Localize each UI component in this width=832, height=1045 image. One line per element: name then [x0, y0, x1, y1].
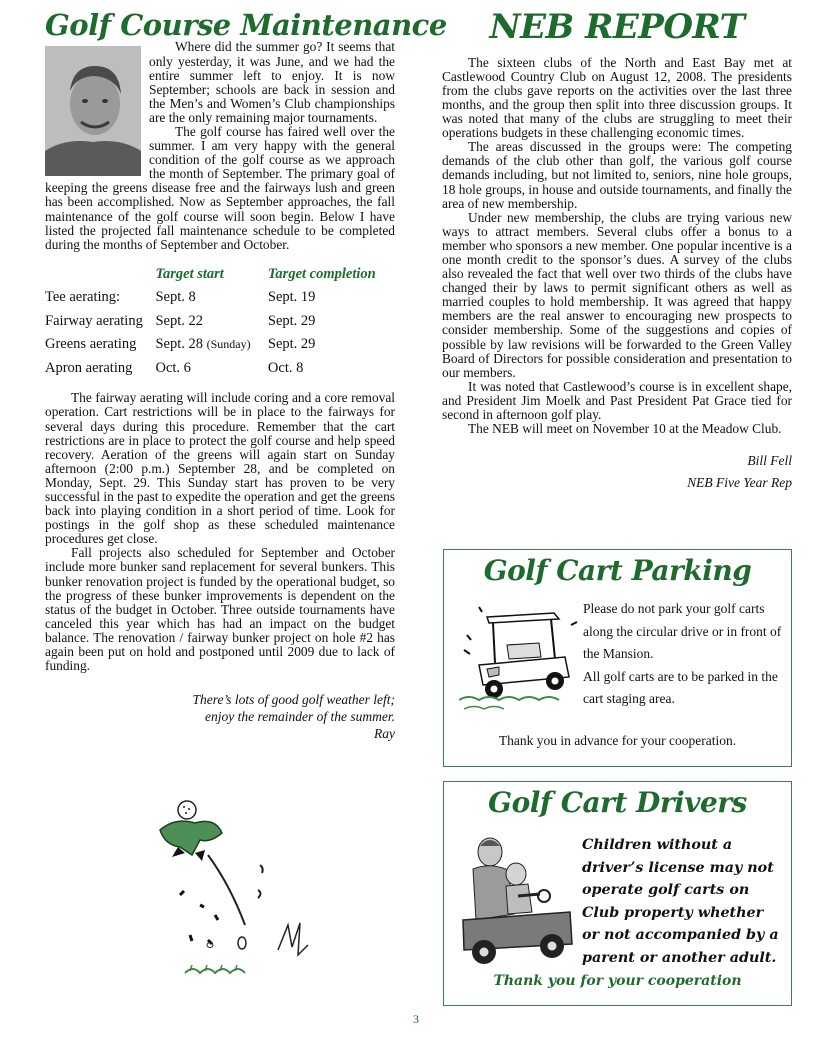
aeration-schedule-table: [45, 262, 395, 380]
signature-title: NEB Five Year Rep: [687, 475, 792, 491]
parking-text: [583, 598, 783, 711]
author-portrait-image: [45, 46, 141, 176]
parking-title: Golf Cart Parking: [483, 554, 752, 587]
signature-name: Bill Fell: [747, 453, 792, 469]
maintenance-title: Golf Course Maintenance: [45, 8, 447, 42]
golf-cart-icon: [459, 605, 579, 715]
parent-child-cart-icon: [458, 834, 576, 969]
closing-name: Ray: [374, 726, 395, 742]
schedule-end: Oct. 8: [267, 359, 304, 376]
maintenance-article: [45, 8, 447, 742]
drivers-text: Children without a driver’s license may not operate golf carts on Club property whether or not accompanied by a parent or another adult.: [582, 837, 779, 966]
maintenance-closing: [45, 691, 395, 742]
neb-paragraph-1: The sixteen clubs of the North and East Bay met at Castlewood Country Club on August 12, 2008. The presidents from the clubs gave reports on the activities over the last three months, and the group then split into three discussion groups. It was noted that many of the clubs are struggling to meet their operations budgets in these challenging economic times.: [442, 54, 792, 141]
closing-line-2: enjoy the remainder of the summer.: [205, 709, 395, 725]
parking-line-1: Please do not park your golf carts along the circular drive or in front of the Mansion.: [583, 601, 782, 661]
author-photo: [45, 46, 141, 176]
neb-paragraph-5: The NEB will meet on November 10 at the Meadow Club.: [468, 421, 782, 437]
schedule-end: Sept. 19: [267, 289, 316, 306]
neb-signature: [442, 450, 792, 494]
schedule-row: [45, 285, 395, 309]
neb-title: NEB REPORT: [489, 7, 745, 47]
schedule-task: Greens aerating: [45, 336, 137, 353]
schedule-header-row: [45, 262, 395, 286]
schedule-start: Sept. 8: [155, 289, 196, 306]
header-target-completion: Target completion: [267, 265, 376, 282]
schedule-start: Sept. 22: [155, 312, 203, 329]
schedule-row: [45, 309, 395, 333]
header-target-start: Target start: [155, 265, 224, 282]
schedule-task: Tee aerating:: [45, 289, 121, 306]
parking-line-2: All golf carts are to be parked in the cart staging area.: [583, 668, 778, 706]
parking-thanks: Thank you in advance for your cooperation.: [498, 733, 737, 748]
neb-report-article: [442, 7, 792, 494]
schedule-end: Sept. 29: [267, 312, 316, 329]
schedule-start: Oct. 6: [155, 359, 191, 376]
neb-paragraph-3: Under new membership, the clubs are trying various new ways to attract members. Several clubs offer a bonus to a member who sponsors a new member. One popular incentive is a one month credit to the sponsor’s dues. A survey of the clubs also revealed the fact that well over two thirds of the clubs have changed their by laws to permit significant others as well as married couples to hold membership. It was agreed that happy members are the real answer to encouraging new prospects to consider membership. Some of the suggestions and copies of possible by law revisions will be forwarded to the Green Valley Board of Directors for possible consideration and presentation to our members.: [442, 209, 792, 380]
drivers-thanks: Thank you for your cooperation: [493, 973, 742, 989]
schedule-end: Sept. 29: [267, 336, 316, 353]
drivers-title: Golf Cart Drivers: [488, 786, 747, 819]
schedule-task: Fairway aerating: [45, 312, 143, 329]
schedule-start-note: (Sunday): [206, 337, 251, 352]
neb-paragraph-4: It was noted that Castlewood’s course is in excellent shape, and President Jim Moelk and Past President Pat Grace tied for second in afternoon golf play.: [442, 378, 792, 423]
golf-cart-parking-box: [443, 549, 792, 767]
golf-ball-divot-illustration: [150, 795, 320, 985]
schedule-task: Apron aerating: [45, 359, 133, 376]
schedule-row: [45, 332, 395, 356]
page-number: 3: [413, 1012, 419, 1026]
maintenance-body: [45, 40, 395, 673]
maintenance-paragraph-2: The golf course has faired well over the summer. I am very happy with the general condition of the golf course as we approach the month of September. The primary goal of keeping the greens disease free and the fairways lush and green has been accomplished. Now as September approaches, the fall maintenance of the golf course will soon begin. Below I have listed the projected fall maintenance schedule to be completed during the months of September and October.: [45, 124, 395, 252]
closing-line-1: There’s lots of good golf weather left;: [192, 692, 395, 708]
neb-paragraph-2: The areas discussed in the groups were: The competing demands of the club other than golf, the various golf course demands including, but not limited to, seniors, nine hole groups, 18 hole groups, in house and outside tournaments, and finally the area of new membership.: [442, 139, 792, 211]
maintenance-paragraph-4: Fall projects also scheduled for September and October include more bunker sand replacement for several bunkers. This bunker renovation project is funded by the operational budget, so the progress of these bunker improvements is dependent on the status of the budget in October. Three outside tournaments have canceled this year which has had an impact on the budget balance. The renovation / fairway bunker project on hole #2 has again been put on hold and postponed until 2009 due to lack of funding.: [45, 545, 395, 674]
neb-body: [442, 56, 792, 437]
maintenance-paragraph-1: Where did the summer go? It seems that only yesterday, it was June, and we had the entire summer left to enjoy. It is now September; schools are back in session and the Men’s and Women’s Club championships are the only remaining major tournaments.: [149, 39, 395, 125]
schedule-row: [45, 356, 395, 380]
golf-cart-drivers-box: [443, 781, 792, 1006]
schedule-start: Sept. 28: [155, 336, 203, 353]
maintenance-paragraph-3: The fairway aerating will include coring and a core removal operation. Cart restrictions will be in place to the fairways for several days during this procedure. Remember that the cart restrictions are in place to protect the golf course and help speed recovery. Aeration of the greens will again start on Sunday afternoon (2:00 p.m.) September 28, and be completed on Monday, Sept. 29. This Sunday start has proven to be very successful in the past to expedite the operation and get the greens back into playing condition in a short period of time. Look for postings in the golf shop as these scheduled maintenance procedures get close.: [45, 390, 395, 547]
